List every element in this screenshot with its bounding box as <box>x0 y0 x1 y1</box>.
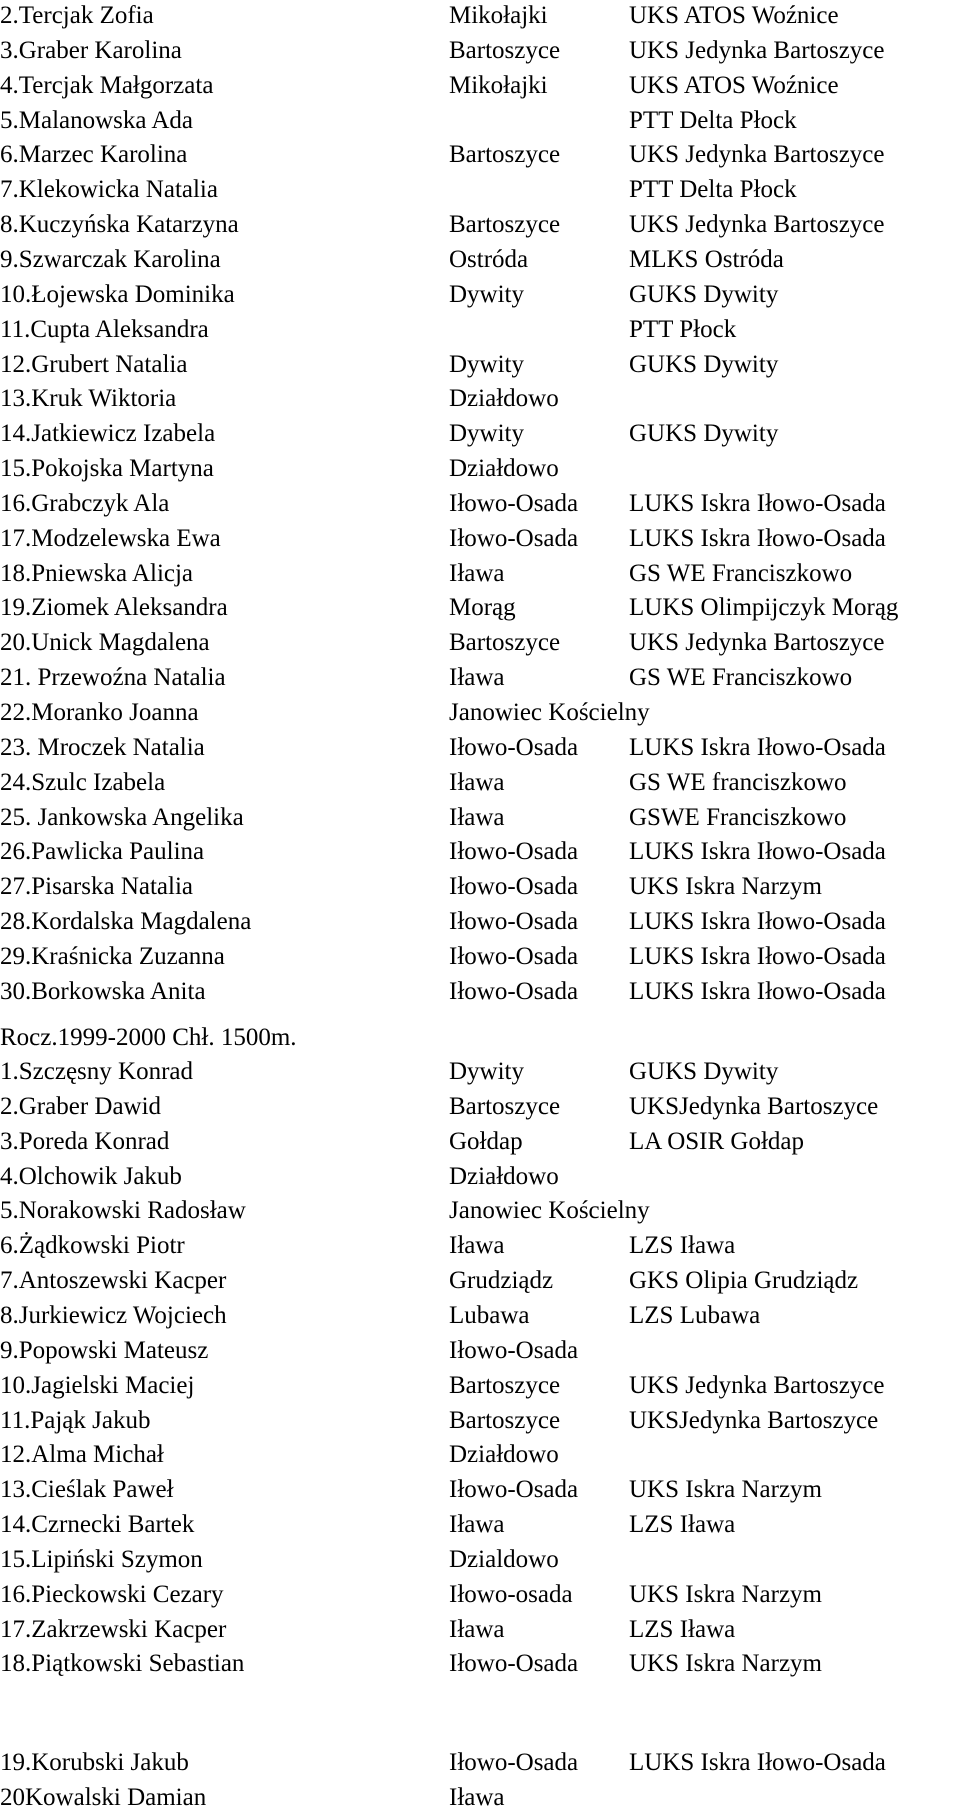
athlete-town: Iłowo-osada <box>449 1580 573 1608</box>
athlete-town: Bartoszyce <box>449 1406 561 1434</box>
athlete-town: Iłowo-Osada <box>449 942 579 970</box>
athlete-town: Iłowo-Osada <box>449 1650 579 1678</box>
athlete-town: Iłowo-Osada <box>449 489 579 517</box>
athlete-name: 3.Poreda Konrad <box>0 1127 170 1155</box>
athlete-name: 4.Olchowik Jakub <box>0 1162 182 1190</box>
athlete-town: Dywity <box>449 420 524 448</box>
athlete-name: 20.Unick Magdalena <box>0 629 210 657</box>
result-row <box>0 625 960 660</box>
athlete-club: LUKS Iskra Iłowo-Osada <box>629 524 886 552</box>
result-row <box>0 765 960 800</box>
result-row <box>0 312 960 347</box>
athlete-town: Mikołajki <box>449 2 548 29</box>
athlete-town: Iława <box>449 559 505 587</box>
result-row <box>0 660 960 695</box>
athlete-name: 14.Czrnecki Bartek <box>0 1511 195 1539</box>
result-row <box>0 1403 960 1438</box>
athlete-club: UKS Iskra Narzym <box>629 1476 823 1504</box>
result-row <box>0 521 960 556</box>
result-row <box>0 381 960 416</box>
athlete-club: LUKS Iskra Iłowo-Osada <box>629 838 886 866</box>
athlete-town: Grudziądz <box>449 1267 554 1295</box>
result-row <box>0 347 960 382</box>
athlete-name: 4.Tercjak Małgorzata <box>0 71 214 99</box>
athlete-name: 11.Pająk Jakub <box>0 1406 151 1434</box>
result-row <box>0 695 960 730</box>
athlete-town: Iłowo-Osada <box>449 524 579 552</box>
result-row <box>0 1368 960 1403</box>
athlete-town: Iłowo-Osada <box>449 873 579 901</box>
athlete-town: Bartoszyce <box>449 1371 561 1399</box>
athlete-club: GS WE franciszkowo <box>629 768 847 796</box>
result-row <box>0 1472 960 1507</box>
result-row <box>0 590 960 625</box>
athlete-name: 2.Tercjak Zofia <box>0 2 154 29</box>
athlete-town: Lubawa <box>449 1301 530 1329</box>
athlete-club: UKSJedynka Bartoszyce <box>629 1092 879 1120</box>
athlete-club: LZS Iława <box>629 1615 736 1643</box>
athlete-name: 12.Grubert Natalia <box>0 350 188 378</box>
athlete-name: 24.Szulc Izabela <box>0 768 166 796</box>
athlete-name: 19.Ziomek Aleksandra <box>0 594 228 622</box>
athlete-town: Dywity <box>449 1058 524 1085</box>
athlete-name: 18.Piątkowski Sebastian <box>0 1650 245 1678</box>
athlete-name: 15.Pokojska Martyna <box>0 455 214 483</box>
athlete-name: 23. Mroczek Natalia <box>0 733 205 761</box>
athlete-town: Gołdap <box>449 1127 523 1155</box>
athlete-club: LZS Lubawa <box>629 1301 761 1329</box>
athlete-name: 2.Graber Dawid <box>0 1092 162 1120</box>
athlete-club: GUKS Dywity <box>629 280 779 308</box>
athlete-name: 19.Korubski Jakub <box>0 1749 189 1776</box>
athlete-name: 29.Kraśnicka Zuzanna <box>0 942 225 970</box>
athlete-name: 9.Szwarczak Karolina <box>0 245 221 273</box>
athlete-name: 6.Żądkowski Piotr <box>0 1232 185 1260</box>
athlete-name: 28.Kordalska Magdalena <box>0 908 252 936</box>
athlete-club: UKS Jedynka Bartoszyce <box>629 629 885 657</box>
athlete-town: Dywity <box>449 280 524 308</box>
athlete-town: Działdowo <box>449 1162 559 1190</box>
athlete-club: GS WE Franciszkowo <box>629 559 853 587</box>
athlete-town: Iława <box>449 768 505 796</box>
athlete-club: GS WE Franciszkowo <box>629 664 853 692</box>
athlete-town: Iłowo-Osada <box>449 1476 579 1504</box>
result-row <box>0 1542 960 1577</box>
result-row <box>0 103 960 138</box>
athlete-town: Bartoszyce <box>449 36 561 64</box>
athlete-name: 22.Moranko Joanna <box>0 699 199 726</box>
athlete-name: 17.Zakrzewski Kacper <box>0 1615 227 1643</box>
athlete-club: LA OSIR Gołdap <box>629 1127 804 1155</box>
athlete-town: Ostróda <box>449 245 529 273</box>
athlete-town: Iłowo-Osada <box>449 733 579 761</box>
athlete-club: LUKS Iskra Iłowo-Osada <box>629 942 886 970</box>
result-row <box>0 1333 960 1368</box>
athlete-name: 26.Pawlicka Paulina <box>0 838 205 866</box>
athlete-town: Janowiec Kościelny <box>449 699 650 726</box>
result-row <box>0 1159 960 1194</box>
result-row <box>0 904 960 939</box>
athlete-name: 14.Jatkiewicz Izabela <box>0 420 216 448</box>
result-row <box>0 834 960 869</box>
athlete-club: LZS Iława <box>629 1511 736 1539</box>
athlete-town: Działdowo <box>449 385 559 413</box>
result-row <box>0 451 960 486</box>
athlete-club: LUKS Iskra Iłowo-Osada <box>629 1749 886 1776</box>
athlete-town: Iłowo-Osada <box>449 1336 579 1364</box>
athlete-name: 17.Modzelewska Ewa <box>0 524 221 552</box>
athlete-name: 16.Grabczyk Ala <box>0 489 170 517</box>
athlete-name: 15.Lipiński Szymon <box>0 1545 203 1573</box>
athlete-club: LZS Iława <box>629 1232 736 1260</box>
athlete-club: UKS Jedynka Bartoszyce <box>629 211 885 239</box>
athlete-club: UKS Jedynka Bartoszyce <box>629 36 885 64</box>
athlete-club: LUKS Olimpijczyk Morąg <box>629 594 899 622</box>
athlete-name: 20Kowalski Damian <box>0 1783 207 1811</box>
athlete-town: Iłowo-Osada <box>449 977 579 1005</box>
result-row <box>0 1298 960 1333</box>
athlete-name: 7.Antoszewski Kacper <box>0 1267 227 1295</box>
athlete-name: 11.Cupta Aleksandra <box>0 315 209 343</box>
athlete-town: Iława <box>449 803 505 831</box>
result-row <box>0 730 960 765</box>
result-row <box>0 1745 960 1780</box>
athlete-club: LUKS Iskra Iłowo-Osada <box>629 489 886 517</box>
athlete-club: UKS Jedynka Bartoszyce <box>629 141 885 169</box>
athlete-name: 25. Jankowska Angelika <box>0 803 244 831</box>
athlete-name: 18.Pniewska Alicja <box>0 559 194 587</box>
result-row <box>0 137 960 172</box>
athlete-club: LUKS Iskra Iłowo-Osada <box>629 908 886 936</box>
athlete-name: 6.Marzec Karolina <box>0 141 188 169</box>
athlete-town: Iława <box>449 1615 505 1643</box>
athlete-town: Iława <box>449 664 505 692</box>
athlete-club: LUKS Iskra Iłowo-Osada <box>629 733 886 761</box>
athlete-town: Iława <box>449 1783 505 1811</box>
result-row <box>0 1507 960 1542</box>
result-row <box>0 33 960 68</box>
result-row <box>0 1646 960 1681</box>
athlete-town: Bartoszyce <box>449 141 561 169</box>
result-row <box>0 68 960 103</box>
result-row <box>0 0 960 33</box>
athlete-name: 7.Klekowicka Natalia <box>0 176 218 204</box>
athlete-town: Bartoszyce <box>449 629 561 657</box>
athlete-club: PTT Delta Płock <box>629 106 797 134</box>
result-row <box>0 1780 960 1815</box>
athlete-town: Działdowo <box>449 1441 559 1469</box>
result-row <box>0 1577 960 1612</box>
athlete-name: 10.Łojewska Dominika <box>0 280 235 308</box>
athlete-town: Bartoszyce <box>449 1092 561 1120</box>
athlete-club: UKSJedynka Bartoszyce <box>629 1406 879 1434</box>
athlete-name: 3.Graber Karolina <box>0 36 182 64</box>
result-row <box>0 416 960 451</box>
athlete-club: GUKS Dywity <box>629 350 779 378</box>
athlete-club: LUKS Iskra Iłowo-Osada <box>629 977 886 1005</box>
athlete-name: 13.Cieślak Paweł <box>0 1476 174 1504</box>
result-row <box>0 1124 960 1159</box>
result-row <box>0 1193 960 1228</box>
result-row <box>0 1054 960 1089</box>
athlete-name: 5.Norakowski Radosław <box>0 1197 246 1225</box>
result-row <box>0 1612 960 1647</box>
athlete-town: Działdowo <box>449 455 559 483</box>
athlete-club: PTT Delta Płock <box>629 176 797 204</box>
athlete-name: 30.Borkowska Anita <box>0 977 206 1005</box>
result-row <box>0 1263 960 1298</box>
result-row <box>0 974 960 1009</box>
result-row <box>0 242 960 277</box>
athlete-club: UKS Iskra Narzym <box>629 873 823 901</box>
athlete-town: Iłowo-Osada <box>449 908 579 936</box>
athlete-club: UKS Jedynka Bartoszyce <box>629 1371 885 1399</box>
athlete-name: 16.Pieckowski Cezary <box>0 1580 224 1608</box>
athlete-town: Bartoszyce <box>449 211 561 239</box>
result-row <box>0 277 960 312</box>
athlete-club: GKS Olipia Grudziądz <box>629 1267 859 1295</box>
athlete-club: UKS Iskra Narzym <box>629 1580 823 1608</box>
athlete-town: Morąg <box>449 594 516 622</box>
result-row <box>0 207 960 242</box>
athlete-town: Iłowo-Osada <box>449 838 579 866</box>
athlete-name: 9.Popowski Mateusz <box>0 1336 209 1364</box>
athlete-club: MLKS Ostróda <box>629 245 784 273</box>
athlete-town: Dzialdowo <box>449 1545 559 1573</box>
athlete-club: GSWE Franciszkowo <box>629 803 847 831</box>
result-row <box>0 869 960 904</box>
result-row <box>0 556 960 591</box>
result-row <box>0 172 960 207</box>
athlete-name: 8.Jurkiewicz Wojciech <box>0 1301 227 1329</box>
athlete-club: UKS ATOS Woźnice <box>629 2 839 29</box>
athlete-name: 27.Pisarska Natalia <box>0 873 194 901</box>
athlete-club: PTT Płock <box>629 315 737 343</box>
athlete-town: Iława <box>449 1232 505 1260</box>
athlete-name: 21. Przewoźna Natalia <box>0 664 226 692</box>
athlete-town: Iława <box>449 1511 505 1539</box>
athlete-town: Dywity <box>449 350 524 378</box>
athlete-name: 5.Malanowska Ada <box>0 106 194 134</box>
athlete-club: UKS Iskra Narzym <box>629 1650 823 1678</box>
athlete-name: 12.Alma Michał <box>0 1441 164 1469</box>
athlete-town: Janowiec Kościelny <box>449 1197 650 1225</box>
athlete-club: GUKS Dywity <box>629 420 779 448</box>
result-row <box>0 1089 960 1124</box>
result-row <box>0 939 960 974</box>
athlete-town: Mikołajki <box>449 71 548 99</box>
athlete-name: 10.Jagielski Maciej <box>0 1371 195 1399</box>
athlete-name: 1.Szczęsny Konrad <box>0 1058 193 1085</box>
result-row <box>0 1228 960 1263</box>
result-row <box>0 800 960 835</box>
result-row <box>0 1437 960 1472</box>
section-heading: Rocz.1999-2000 Chł. 1500m. <box>0 1024 297 1051</box>
result-row <box>0 486 960 521</box>
athlete-club: UKS ATOS Woźnice <box>629 71 839 99</box>
athlete-town: Iłowo-Osada <box>449 1749 579 1776</box>
athlete-name: 13.Kruk Wiktoria <box>0 385 177 413</box>
athlete-name: 8.Kuczyńska Katarzyna <box>0 211 239 239</box>
athlete-club: GUKS Dywity <box>629 1058 779 1085</box>
